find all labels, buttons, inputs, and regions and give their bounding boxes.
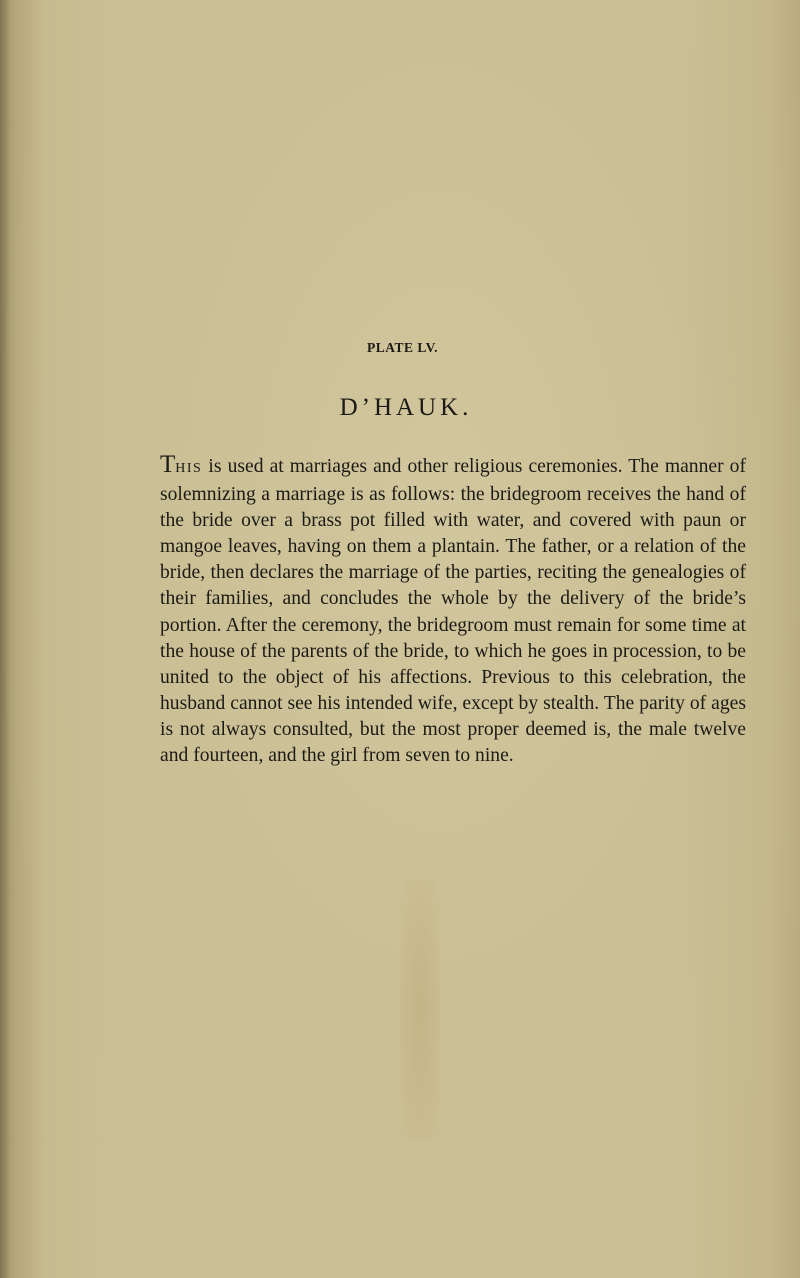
paper-stain <box>400 880 440 1140</box>
paragraph <box>160 452 746 769</box>
small-caps-opening: HIS <box>175 461 203 476</box>
page-title: D’HAUK. <box>339 394 473 421</box>
plate-label: PLATE LV. <box>366 340 439 355</box>
drop-cap: T <box>160 451 176 478</box>
body-paragraph <box>160 452 746 769</box>
paragraph-text: is used at marriages and other religious ceremonies. The manner of solemnizing a marriage is as follows: the bridegroom receives the hand of the bride over a brass pot filled with water, and covered with paun or mangoe leaves, having on them a plantain. The father, or a relation of the bride, then declares the marriage of the parties, reciting the genealogies of their families, and concludes the whole by the delivery of the bride’s portion. After the ceremony, the bridegroom must remain for some time at the house of the parents of the bride, to which he goes in procession, to be united to the object of his affections. Previous to this celebration, the husband cannot see his intended wife, except by stealth. The parity of ages is not always consulted, but the most proper deemed is, the male twelve and fourteen, and the girl from seven to nine. <box>160 456 746 767</box>
